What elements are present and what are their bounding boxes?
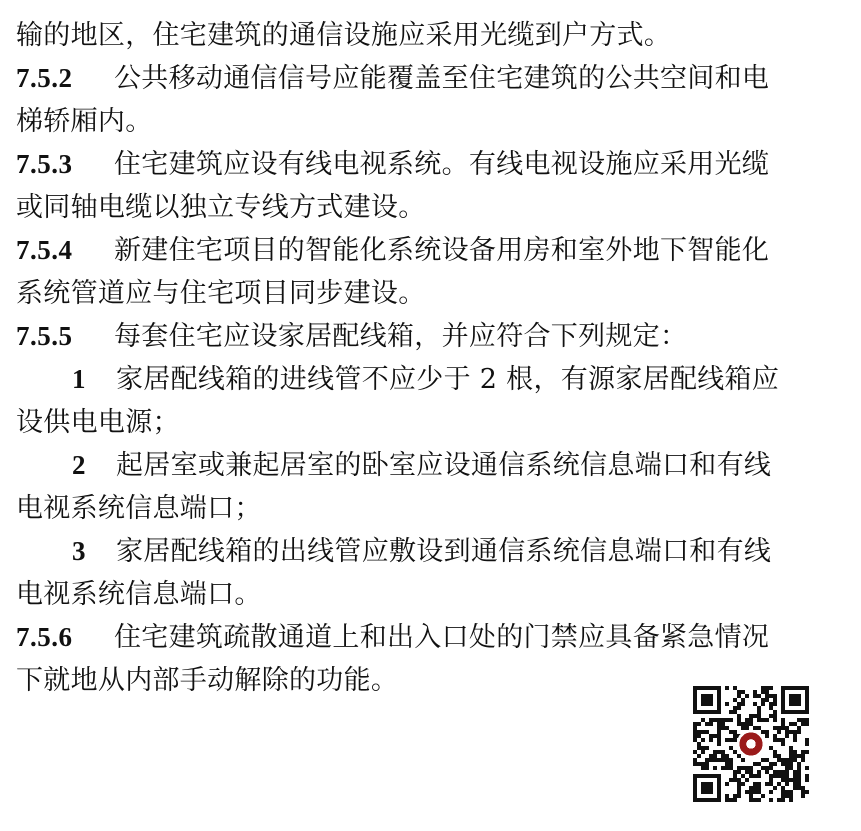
line-text: 电视系统信息端口；: [16, 493, 262, 524]
line-text: 系统管道应与住宅项目同步建设。: [16, 278, 426, 309]
line-text: 电视系统信息端口。: [16, 579, 262, 610]
clause-7-5-2: [16, 57, 835, 100]
clause-number: 7.5.6: [16, 622, 73, 652]
sub-item-1: [16, 358, 835, 401]
text-line: [16, 573, 835, 616]
text-line: [16, 272, 835, 315]
text-line: [16, 401, 835, 444]
line-text: 梯轿厢内。: [16, 106, 153, 137]
sub-item-text: 家居配线箱的进线管不应少于 2 根，有源家居配线箱应: [116, 364, 780, 395]
text-line: [16, 186, 835, 229]
sub-item-number: 1: [72, 364, 86, 394]
sub-item-3: [16, 530, 835, 573]
clause-7-5-4: [16, 229, 835, 272]
clause-text: 新建住宅项目的智能化系统设备用房和室外地下智能化: [114, 235, 770, 266]
line-text: 设供电电源；: [16, 407, 180, 438]
clause-7-5-5: [16, 315, 835, 358]
clause-7-5-3: [16, 143, 835, 186]
sub-item-text: 起居室或兼起居室的卧室应设通信系统信息端口和有线: [116, 450, 772, 481]
qr-code-icon[interactable]: [693, 686, 809, 802]
sub-item-number: 3: [72, 536, 86, 566]
clause-number: 7.5.5: [16, 321, 73, 351]
text-line: [16, 487, 835, 530]
clause-text: 每套住宅应设家居配线箱，并应符合下列规定：: [114, 321, 688, 352]
line-text: 下就地从内部手动解除的功能。: [16, 665, 399, 696]
line-text: 输的地区，住宅建筑的通信设施应采用光缆到户方式。: [16, 20, 672, 51]
clause-number: 7.5.2: [16, 63, 73, 93]
clause-7-5-6: [16, 616, 835, 659]
text-line: [16, 100, 835, 143]
sub-item-number: 2: [72, 450, 86, 480]
sub-item-2: [16, 444, 835, 487]
clause-text: 公共移动通信信号应能覆盖至住宅建筑的公共空间和电: [114, 63, 770, 94]
clause-number: 7.5.3: [16, 149, 73, 179]
clause-text: 住宅建筑疏散通道上和出入口处的门禁应具备紧急情况: [114, 622, 770, 653]
sub-item-text: 家居配线箱的出线管应敷设到通信系统信息端口和有线: [116, 536, 772, 567]
clause-number: 7.5.4: [16, 235, 73, 265]
line-text: 或同轴电缆以独立专线方式建设。: [16, 192, 426, 223]
text-line: [16, 14, 835, 57]
clause-text: 住宅建筑应设有线电视系统。有线电视设施应采用光缆: [114, 149, 770, 180]
